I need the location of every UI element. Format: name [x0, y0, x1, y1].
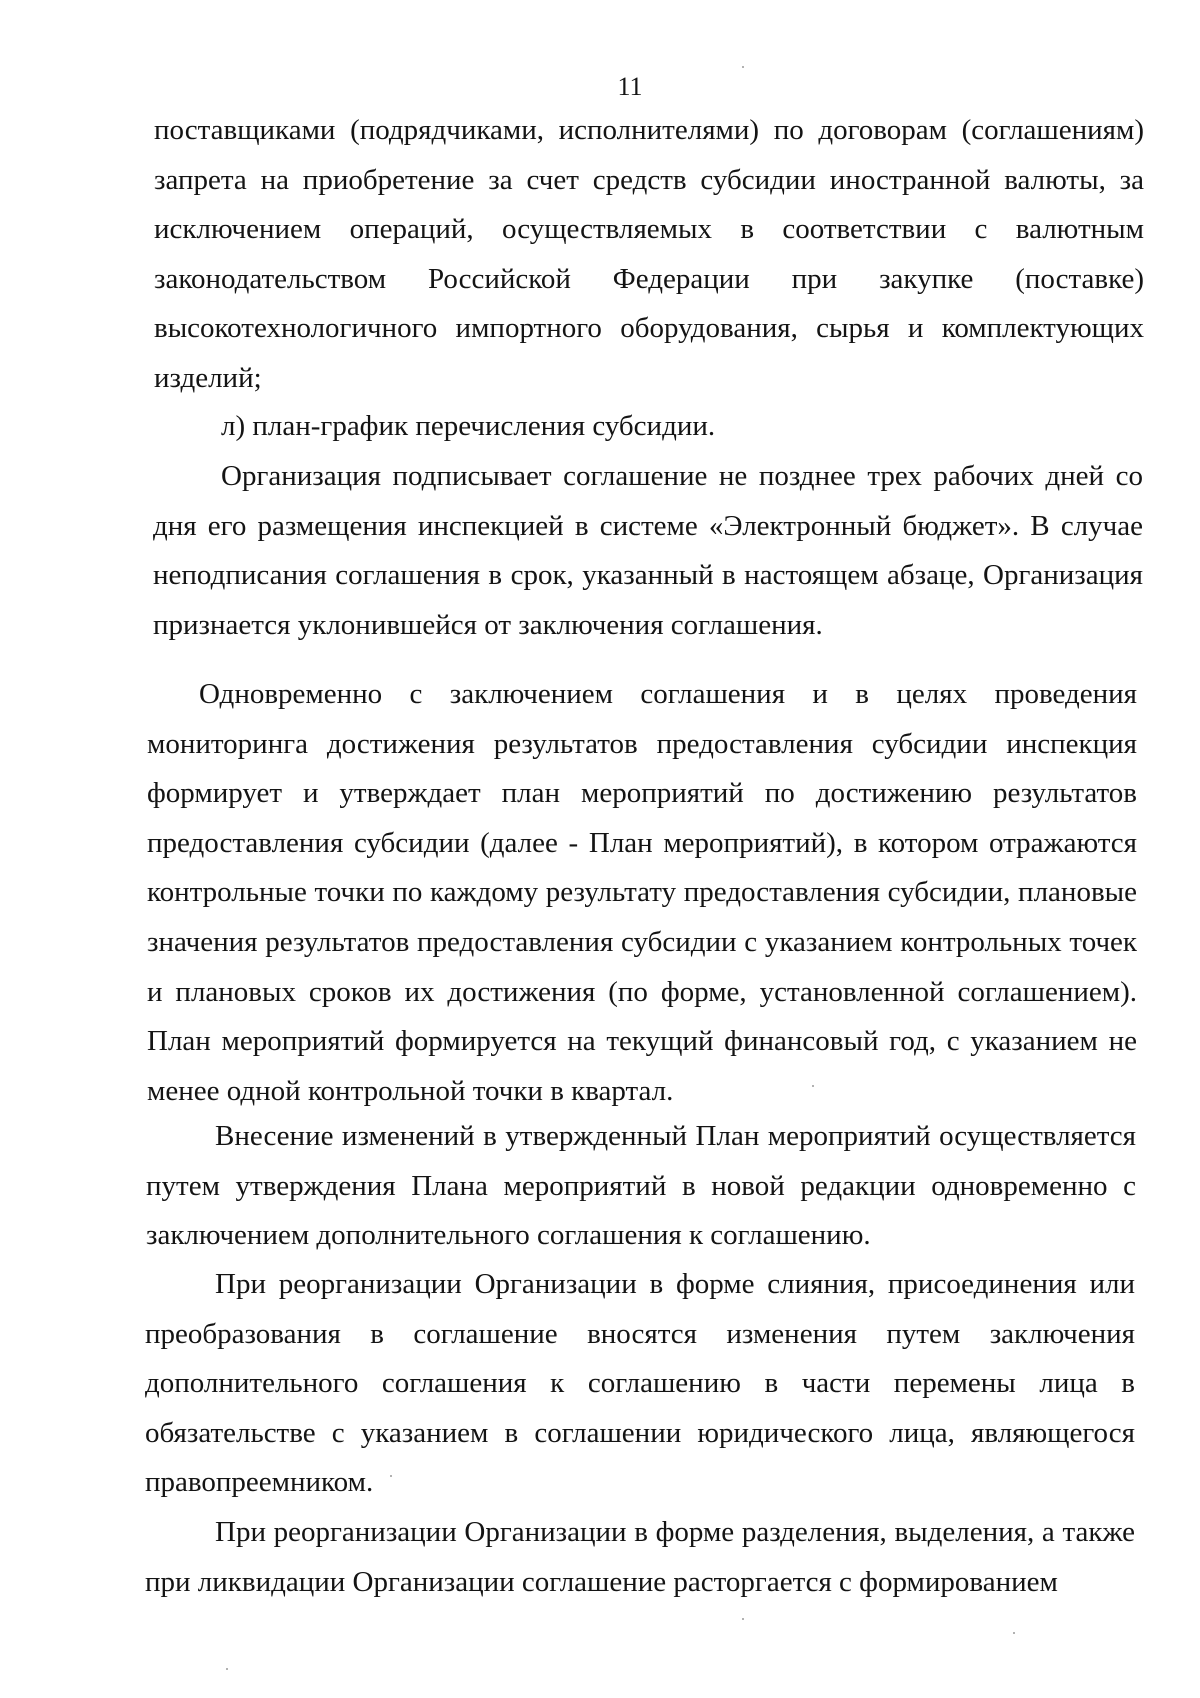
paragraph-plan-changes: Внесение изменений в утвержденный План мероприятий осуществляется путем утверждения Плана мероприятий в новой редакции одновременно с заключением дополнительного соглашения к соглашению. [146, 1120, 1136, 1252]
paragraph-item-l: л) план-график перечисления субсидии. [221, 410, 716, 442]
scan-speck [1013, 1632, 1015, 1634]
paragraph-reorganization-merger: При реорганизации Организации в форме слияния, присоединения или преобразования в соглашение вносятся изменения путем заключения дополнительного соглашения к соглашению в части перемены лица в обязательстве с указанием в соглашении юридического лица, являющегося правопреемником. [145, 1268, 1135, 1499]
scan-speck [742, 1618, 744, 1620]
scan-speck [742, 66, 744, 68]
scan-speck [226, 1668, 228, 1670]
paragraph-signing: Организация подписывает соглашение не позднее трех рабочих дней со дня его размещения инспекцией в системе «Электронный бюджет». В случае неподписания соглашения в срок, указанный в настоящем абзаце, Организация признается уклонившейся от заключения соглашения. [153, 460, 1143, 641]
paragraph-continuation: поставщиками (подрядчиками, исполнителями) по договорам (соглашениям) запрета на приобретение за счет средств субсидии иностранной валюты, за исключением операций, осуществляемых в соответствии с валютным законодательством Российской Федерации при закупке (поставке) высокотехнологичного импортного оборудования, сырья и комплектующих изделий; [154, 114, 1144, 394]
page-number: 11 [617, 72, 643, 101]
paragraph-reorganization-division: При реорганизации Организации в форме разделения, выделения, а также при ликвидации Организации соглашение расторгается с формированием [145, 1516, 1135, 1598]
scan-speck [390, 1475, 392, 1477]
paragraph-monitoring-plan: Одновременно с заключением соглашения и в целях проведения мониторинга достижения результатов предоставления субсидии инспекция формирует и утверждает план мероприятий по достижению результатов предоставления субсидии (далее - План мероприятий), в котором отражаются контрольные точки по каждому результату предоставления субсидии, плановые значения результатов предоставления субсидии с указанием контрольных точек и плановых сроков их достижения (по форме, установленной соглашением). План мероприятий формируется на текущий финансовый год, с указанием не менее одной контрольной точки в квартал. [147, 678, 1137, 1107]
scan-speck [812, 1085, 814, 1087]
